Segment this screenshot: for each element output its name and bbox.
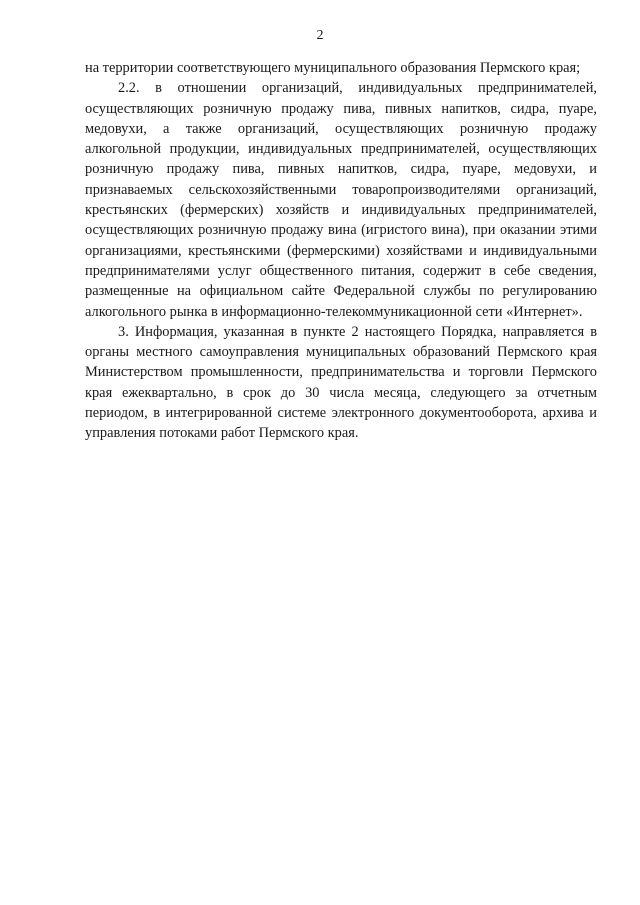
document-body [85,58,597,444]
page-number: 2 [316,28,324,43]
paragraph-2-2: 2.2. в отношении организаций, индивидуальных предпринимателей, осуществляющих розничную продажу пива, пивных напитков, сидра, пуаре, медовухи, а также организаций, осуществляющих розничную продажу алкогольной продукции, индивидуальных предпринимателей, осуществляющих розничную продажу пива, пивных напитков, сидра, пуаре, медовухи, и признаваемых сельскохозяйственными товаропроизводителями организаций, крестьянских (фермерских) хозяйств и индивидуальных предпринимателей, осуществляющих розничную продажу вина (игристого вина), при оказании этими организациями, крестьянскими (фермерскими) хозяйствами и индивидуальными предпринимателями услуг общественного питания, содержит в себе сведения, размещенные на официальном сайте Федеральной службы по регулированию алкогольного рынка в информационно-телекоммуникационной сети «Интернет». [85,80,597,320]
paragraph-3: 3. Информация, указанная в пункте 2 настоящего Порядка, направляется в органы местного самоуправления муниципальных образований Пермского края Министерством промышленности, предпринимательства и торговли Пермского края ежеквартально, в срок до 30 числа месяца, следующего за отчетным периодом, в интегрированной системе электронного документооборота, архива и управления потоками работ Пермского края. [85,323,597,442]
paragraph-continuation: на территории соответствующего муниципального образования Пермского края; [85,60,581,76]
